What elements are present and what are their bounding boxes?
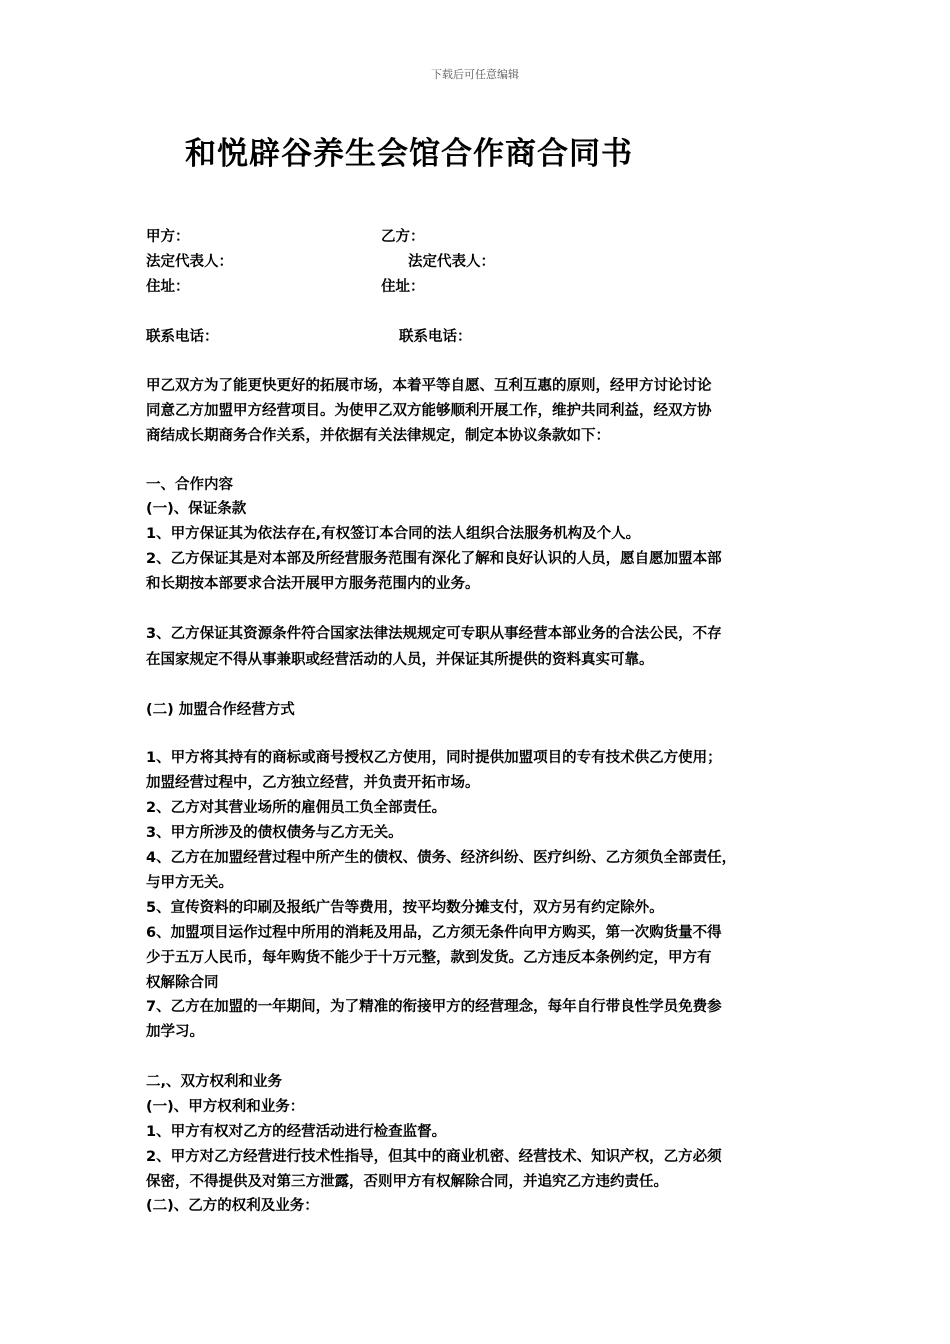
- clause-line: 加学习。: [146, 1024, 204, 1040]
- clause-line: 在国家规定不得从事兼职或经营活动的人员，并保证其所提供的资料真实可靠。: [146, 652, 654, 668]
- clause-line: 权解除合同: [146, 975, 219, 991]
- subsection-heading: (一)、保证条款: [146, 501, 247, 517]
- subsection-heading: (二) 加盟合作经营方式: [146, 702, 295, 718]
- subsection-heading: (一)、甲方权利和业务：: [146, 1099, 305, 1115]
- clause-line: 1、甲方将其持有的商标或商号授权乙方使用，同时提供加盟项目的专有技术供乙方使用；: [146, 750, 722, 766]
- clause-line: 保密，不得提供及对第三方泄露，否则甲方有权解除合同，并追究乙方违约责任。: [146, 1174, 668, 1190]
- intro-line: 甲乙双方为了能更快更好的拓展市场，本着平等自愿、互利互惠的原则，经甲方讨论讨论: [146, 378, 712, 394]
- party-a-rep-label: 法定代表人：: [146, 254, 233, 270]
- clause-line: 3、乙方保证其资源条件符合国家法律法规规定可专职从事经营本部业务的合法公民，不存: [146, 626, 722, 642]
- party-b-phone-label: 联系电话：: [399, 329, 472, 345]
- clause-line: 与甲方无关。: [146, 875, 233, 891]
- party-b-label: 乙方：: [381, 229, 425, 245]
- clause-line: 和长期按本部要求合法开展甲方服务范围内的业务。: [146, 576, 480, 592]
- party-b-rep-label: 法定代表人：: [408, 254, 495, 270]
- document-title: 和悦辟谷养生会馆合作商合同书: [185, 136, 633, 172]
- intro-line: 同意乙方加盟甲方经营项目。为使甲乙双方能够顺利开展工作，维护共同利益，经双方协: [146, 403, 712, 419]
- party-a-label: 甲方：: [146, 229, 190, 245]
- clause-line: 2、乙方保证其是对本部及所经营服务范围有深化了解和良好认识的人员，愿自愿加盟本部: [146, 551, 722, 567]
- party-b-address-label: 住址：: [381, 279, 425, 295]
- subsection-heading: (二)、乙方的权利及业务：: [146, 1198, 319, 1214]
- clause-line: 6、加盟项目运作过程中所用的消耗及用品，乙方须无条件向甲方购买，第一次购货量不得: [146, 925, 722, 941]
- clause-line: 2、甲方对乙方经营进行技术性指导，但其中的商业机密、经营技术、知识产权，乙方必须: [146, 1149, 722, 1165]
- section-heading: 一、合作内容: [146, 477, 233, 493]
- party-a-phone-label: 联系电话：: [146, 329, 219, 345]
- page-header: 下载后可任意编辑: [431, 68, 519, 81]
- intro-line: 商结成长期商务合作关系，并依据有关法律规定，制定本协议条款如下：: [146, 428, 610, 444]
- clause-line: 7、乙方在加盟的一年期间，为了精准的衔接甲方的经营理念，每年自行带良性学员免费参: [146, 999, 722, 1015]
- clause-line: 3、甲方所涉及的债权债务与乙方无关。: [146, 825, 403, 841]
- clause-line: 4、乙方在加盟经营过程中所产生的债权、债务、经济纠纷、医疗纠纷、乙方须负全部责任，: [146, 850, 737, 866]
- section-heading: 二,、双方权利和业务: [146, 1074, 283, 1090]
- clause-line: 1、甲方有权对乙方的经营活动进行检查监督。: [146, 1124, 447, 1140]
- clause-line: 2、乙方对其营业场所的雇佣员工负全部责任。: [146, 800, 447, 816]
- clause-line: 少于五万人民币，每年购货不能少于十万元整，款到发货。乙方违反本条例约定，甲方有: [146, 950, 712, 966]
- clause-line: 加盟经营过程中，乙方独立经营，并负责开拓市场。: [146, 775, 480, 791]
- clause-line: 5、宣传资料的印刷及报纸广告等费用，按平均数分摊支付，双方另有约定除外。: [146, 900, 664, 916]
- party-a-address-label: 住址：: [146, 279, 190, 295]
- clause-line: 1、甲方保证其为依法存在,有权签订本合同的法人组织合法服务机构及个人。: [146, 526, 641, 542]
